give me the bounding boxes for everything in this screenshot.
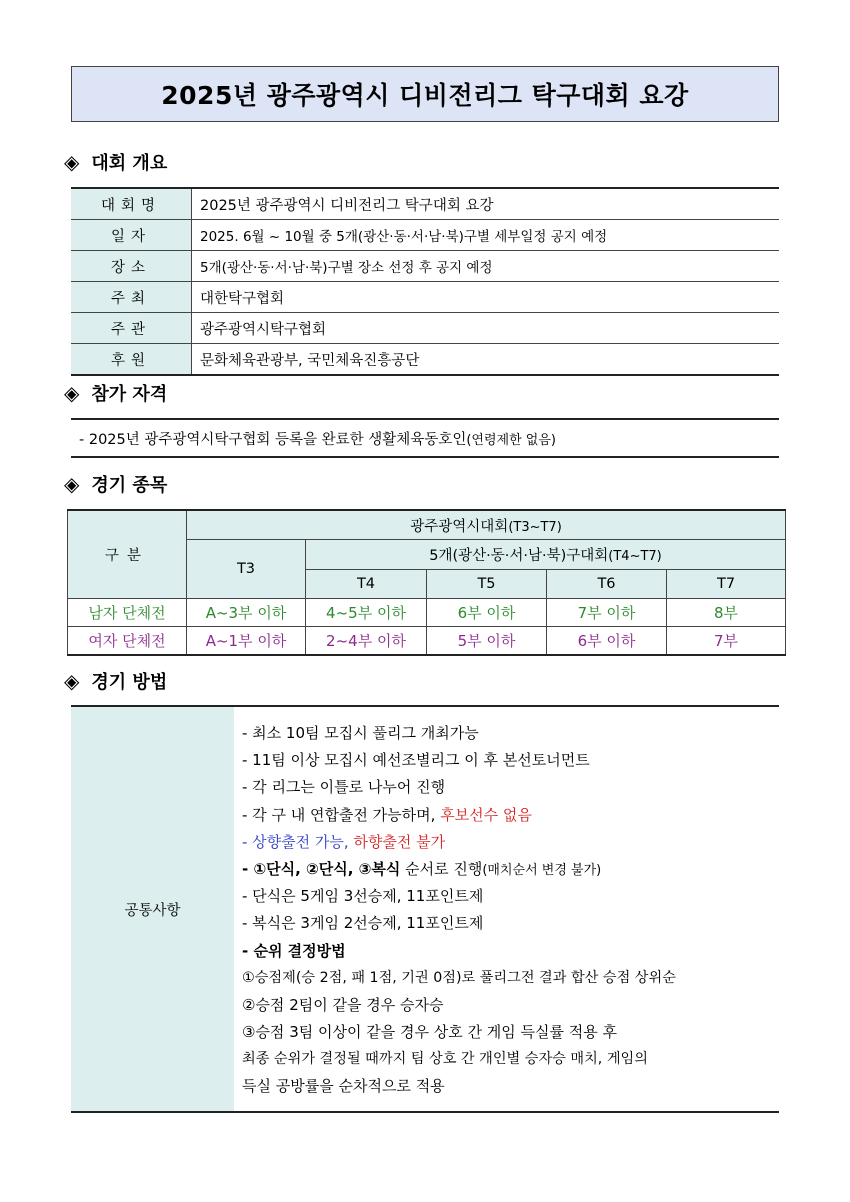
section-title: 대회 개요 bbox=[91, 153, 168, 174]
level-header: T5 bbox=[427, 570, 547, 599]
level-header: T6 bbox=[547, 570, 667, 599]
table-row bbox=[71, 344, 779, 376]
method-line: ①승점제(승 2점, 패 1점, 기권 0점)로 풀리그전 결과 합산 승점 상위순 bbox=[242, 969, 676, 986]
row-label: 여자 단체전 bbox=[68, 627, 187, 656]
method-body bbox=[234, 707, 779, 1111]
method-line bbox=[242, 829, 779, 856]
page-title: 2025년 광주광역시 디비전리그 탁구대회 요강 bbox=[71, 66, 779, 122]
table-header-row bbox=[68, 510, 786, 540]
row-label: 남자 단체전 bbox=[68, 599, 187, 627]
method-line: - 각 리그는 이틀로 나누어 진행 bbox=[242, 778, 446, 797]
table-row bbox=[71, 282, 779, 313]
section-title: 참가 자격 bbox=[91, 384, 168, 405]
level-header: T7 bbox=[667, 570, 786, 599]
table-row bbox=[71, 251, 779, 282]
method-line: 최종 순위가 결정될 때까지 팀 상호 간 개인별 승자승 매치, 게임의 bbox=[242, 1051, 648, 1068]
table-cell: 7부 이하 bbox=[547, 599, 667, 627]
table-cell: 4~5부 이하 bbox=[306, 599, 427, 627]
section-heading-method bbox=[64, 668, 167, 694]
district-header-title: 5개(광산·동·서·남·북)구대회 bbox=[429, 548, 609, 564]
row-label: 주최 bbox=[71, 282, 192, 313]
table-cell: 5부 이하 bbox=[427, 627, 547, 656]
diamond-icon: ◈ bbox=[64, 150, 80, 174]
section-title: 경기 방법 bbox=[91, 672, 168, 693]
method-line: ③승점 3팀 이상이 같을 경우 상호 간 게임 득실률 적용 후 bbox=[242, 1023, 617, 1042]
method-highlight: 후보선수 없음 bbox=[440, 805, 532, 824]
row-value: 5개(광산·동·서·남·북)구별 장소 선정 후 공지 예정 bbox=[192, 251, 780, 282]
method-note: (매치순서 변경 불가) bbox=[482, 862, 602, 878]
method-text: - 각 구 내 연합출전 가능하며, bbox=[242, 805, 441, 824]
qualification-box bbox=[71, 418, 779, 458]
section-heading-qualification bbox=[64, 380, 167, 406]
events-table bbox=[67, 509, 786, 656]
method-line: ②승점 2팀이 같을 경우 승자승 bbox=[242, 995, 444, 1014]
level-header: T3 bbox=[187, 540, 306, 599]
table-cell: A~1부 이하 bbox=[187, 627, 306, 656]
city-header-range: (T3~T7) bbox=[508, 519, 562, 535]
district-header bbox=[306, 540, 786, 570]
method-line: - 단식은 5게임 3선승제, 11포인트제 bbox=[242, 887, 484, 906]
method-bold: - ①단식, ②단식, ③복식 bbox=[242, 859, 401, 878]
method-line: - 순위 결정방법 bbox=[242, 941, 346, 960]
method-line bbox=[242, 802, 779, 829]
city-header-title: 광주광역시대회 bbox=[410, 518, 509, 535]
row-label: 대회명 bbox=[71, 188, 192, 220]
method-box bbox=[71, 705, 779, 1113]
district-header-range: (T4~T7) bbox=[608, 549, 662, 564]
method-label: 공통사항 bbox=[71, 707, 234, 1111]
method-line bbox=[242, 856, 779, 883]
category-header: 구분 bbox=[68, 510, 187, 599]
diamond-icon: ◈ bbox=[64, 472, 80, 496]
row-label: 일자 bbox=[71, 220, 192, 251]
method-highlight: 하향출전 불가 bbox=[353, 832, 446, 851]
table-cell: 7부 bbox=[667, 627, 786, 656]
city-header bbox=[187, 510, 786, 540]
method-line: - 최소 10팀 모집시 풀리그 개최가능 bbox=[242, 724, 479, 742]
row-value: 2025년 광주광역시 디비전리그 탁구대회 요강 bbox=[192, 188, 780, 220]
table-cell: 8부 bbox=[667, 599, 786, 627]
method-text: 순서로 진행 bbox=[400, 859, 483, 878]
method-line: - 11팀 이상 모집시 예선조별리그 이 후 본선토너먼트 bbox=[242, 751, 590, 770]
section-heading-overview bbox=[64, 149, 167, 175]
qualification-text: - 2025년 광주광역시탁구협회 등록을 완료한 생활체육동호인 bbox=[79, 431, 467, 448]
table-cell: 6부 이하 bbox=[547, 627, 667, 656]
diamond-icon: ◈ bbox=[64, 381, 80, 405]
method-highlight-blue: - 상향출전 가능, bbox=[242, 832, 354, 851]
method-line: 득실 공방률을 순차적으로 적용 bbox=[242, 1077, 445, 1096]
table-cell: 2~4부 이하 bbox=[306, 627, 427, 656]
row-label: 장소 bbox=[71, 251, 192, 282]
table-row bbox=[71, 220, 779, 251]
level-header: T4 bbox=[306, 570, 427, 599]
row-label: 후원 bbox=[71, 344, 192, 376]
table-row bbox=[71, 313, 779, 344]
table-cell: 6부 이하 bbox=[427, 599, 547, 627]
section-title: 경기 종목 bbox=[91, 475, 168, 496]
table-cell: A~3부 이하 bbox=[187, 599, 306, 627]
row-label: 주관 bbox=[71, 313, 192, 344]
qualification-note: (연령제한 없음) bbox=[466, 432, 556, 448]
method-line: - 복식은 3게임 2선승제, 11포인트제 bbox=[242, 914, 484, 933]
row-value: 광주광역시탁구협회 bbox=[192, 313, 780, 344]
table-row-men bbox=[68, 599, 786, 627]
overview-table bbox=[71, 187, 779, 376]
diamond-icon: ◈ bbox=[64, 669, 80, 693]
table-row-women bbox=[68, 627, 786, 656]
row-value: 대한탁구협회 bbox=[192, 282, 780, 313]
row-value: 2025. 6월 ~ 10월 중 5개(광산·동·서·남·북)구별 세부일정 공지 예정 bbox=[192, 220, 780, 251]
row-value: 문화체육관광부, 국민체육진흥공단 bbox=[192, 344, 780, 376]
table-row bbox=[71, 188, 779, 220]
section-heading-events bbox=[64, 471, 167, 497]
